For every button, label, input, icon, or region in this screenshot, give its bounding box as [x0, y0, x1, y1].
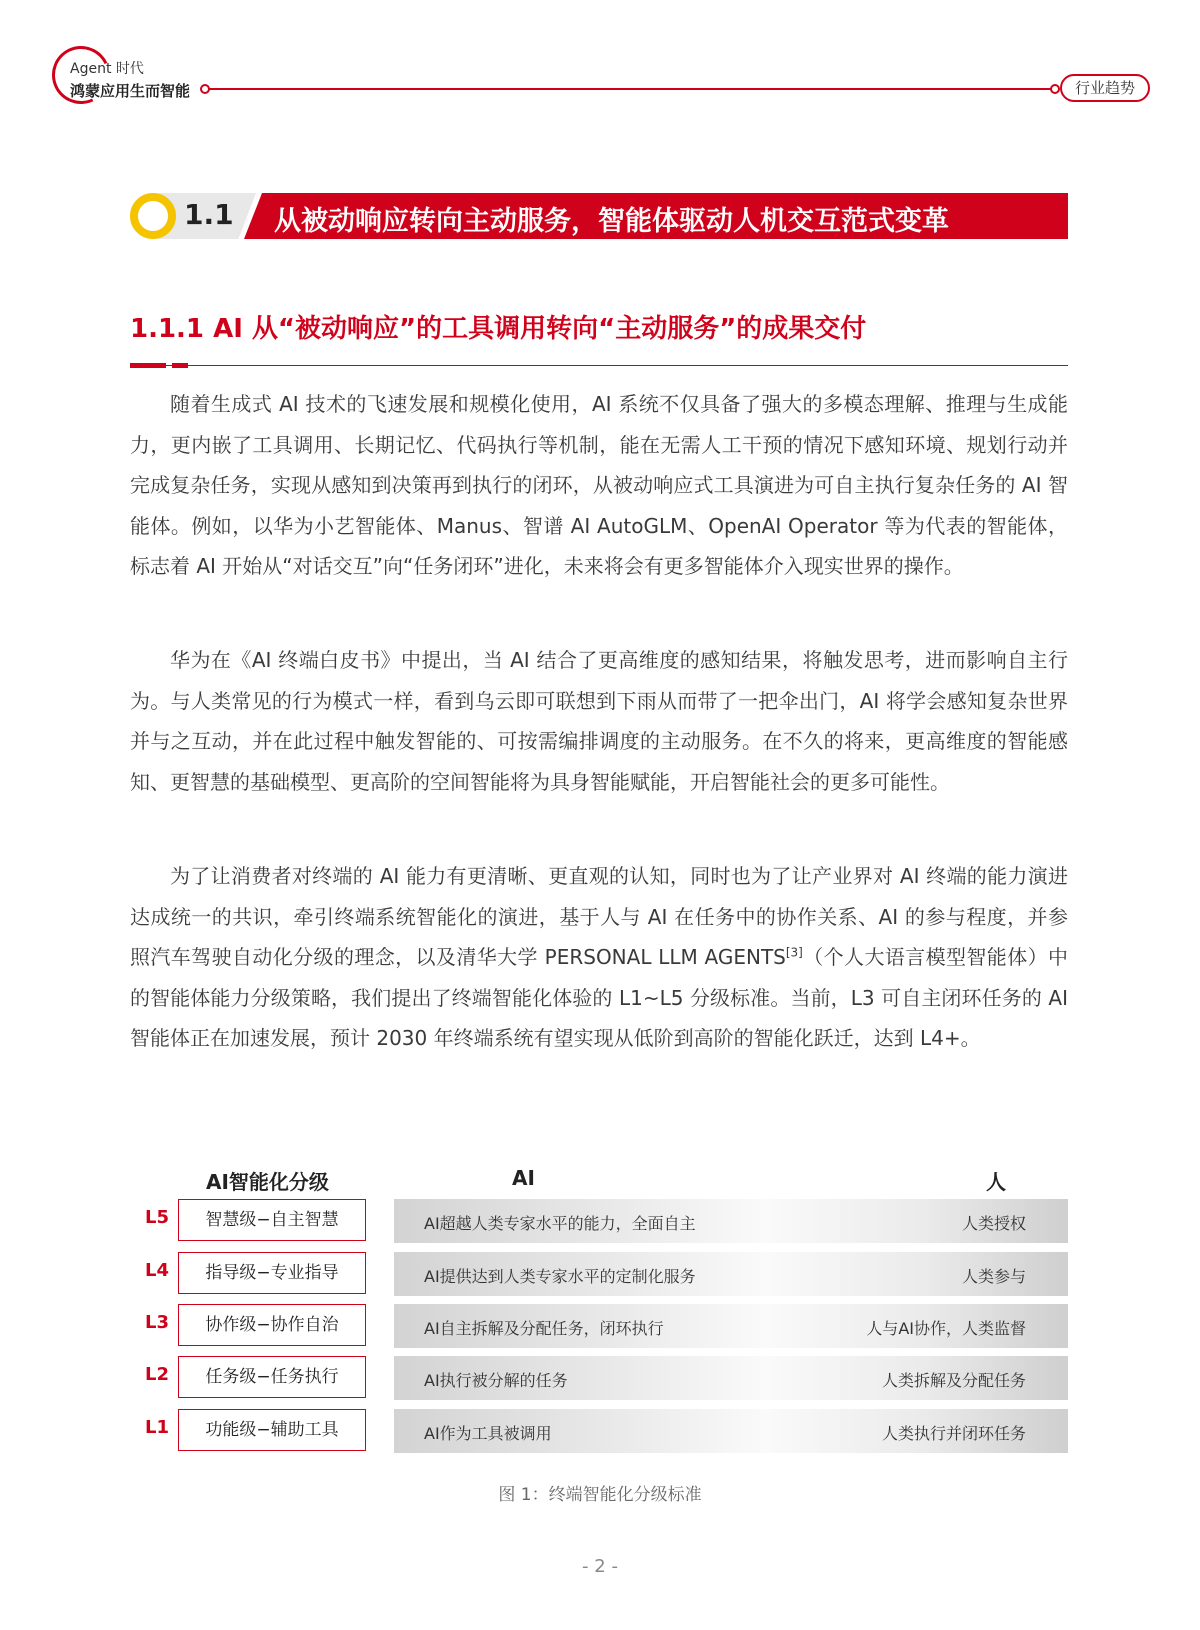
subsection-title: 1.1.1 AI 从“被动响应”的工具调用转向“主动服务”的成果交付: [130, 314, 867, 344]
level-code: L2: [145, 1364, 169, 1385]
level-human-desc: 人类执行并闭环任务: [881, 1424, 1026, 1443]
header-dot-right-icon: [1050, 84, 1060, 94]
subsection-mark: [172, 363, 188, 368]
level-row: [0, 1304, 1200, 1348]
figure-header-human: 人: [986, 1170, 1006, 1194]
paragraph-3-part1: 为了让消费者对终端的 AI 能力有更清晰、更直观的认知，同时也为了让产业界对 AI 终端的能力演进达成统一的共识，牵引终端系统智能化的演进，基于人与 AI 在任务中的协作关系、AI 的参与程度，并参照汽车驾驶自动化分级的理念，以及清华大学 PERSONAL LLM AGENTS: [130, 864, 1068, 969]
level-row: [0, 1409, 1200, 1453]
figure-header-level: AI智能化分级: [206, 1170, 329, 1194]
level-bar: [394, 1252, 1068, 1296]
logo-line2: 鸿蒙应用生而智能: [70, 82, 191, 100]
subsection-mark: [130, 363, 166, 368]
level-human-desc: 人类参与: [961, 1267, 1026, 1286]
section-number: 1.1: [184, 198, 234, 231]
section-circle-icon: [130, 193, 176, 239]
level-bar: [394, 1199, 1068, 1243]
level-human-desc: 人类授权: [961, 1214, 1026, 1233]
figure-header-ai: AI: [512, 1166, 535, 1190]
level-code: L3: [145, 1312, 169, 1333]
paragraph-2: 华为在《AI 终端白皮书》中提出，当 AI 结合了更高维度的感知结果，将触发思考，进而影响自主行为。与人类常见的行为模式一样，看到乌云即可联想到下雨从而带了一把伞出门，AI 将学会感知复杂世界并与之互动，并在此过程中触发智能的、可按需编排调度的主动服务。在不久的将来，更高维度的智能感知、更智慧的基础模型、更高阶的空间智能将为具身智能赋能，开启智能社会的更多可能性。: [130, 648, 1068, 794]
section-title: 从被动响应转向主动服务，智能体驱动人机交互范式变革: [274, 206, 949, 237]
level-name: 智慧级−自主智慧: [178, 1199, 366, 1241]
level-ai-desc: AI作为工具被调用: [424, 1424, 552, 1443]
level-code: L5: [145, 1207, 169, 1228]
level-human-desc: 人类拆解及分配任务: [881, 1371, 1026, 1390]
level-name: 任务级−任务执行: [178, 1356, 366, 1398]
category-tag: 行业趋势: [1060, 74, 1150, 102]
level-code: L4: [145, 1260, 169, 1281]
header-dot-left-icon: [200, 84, 210, 94]
logo-line1: Agent 时代: [70, 61, 144, 77]
paragraph-1: 随着生成式 AI 技术的飞速发展和规模化使用，AI 系统不仅具备了强大的多模态理解、推理与生成能力，更内嵌了工具调用、长期记忆、代码执行等机制，能在无需人工干预的情况下感知环境、规划行动并完成复杂任务，实现从感知到决策再到执行的闭环，从被动响应式工具演进为可自主执行复杂任务的 AI 智能体。例如，以华为小艺智能体、Manus、智谱 AI AutoGLM、OpenAI Operator 等为代表的智能体，标志着 AI 开始从“对话交互”向“任务闭环”进化，未来将会有更多智能体介入现实世界的操作。: [130, 392, 1068, 578]
page-number: - 2 -: [582, 1556, 618, 1577]
figure-caption: 图 1：终端智能化分级标准: [498, 1485, 702, 1505]
level-human-desc: 人与AI协作，人类监督: [866, 1319, 1026, 1338]
level-bar: [394, 1304, 1068, 1348]
level-name: 协作级−协作自治: [178, 1304, 366, 1346]
paragraph-3-part2: （个人大语言模型智能体）中的智能体能力分级策略，我们提出了终端智能化体验的 L1~L5 分级标准。当前，L3 可自主闭环任务的 AI 智能体正在加速发展，预计 2030 年终端系统有望实现从低阶到高阶的智能化跃迁，达到 L4+。: [130, 945, 1068, 1050]
level-ai-desc: AI执行被分解的任务: [424, 1371, 568, 1390]
level-row: [0, 1356, 1200, 1400]
level-name: 指导级−专业指导: [178, 1252, 366, 1294]
level-code: L1: [145, 1417, 169, 1438]
level-row: [0, 1199, 1200, 1243]
level-bar: [394, 1356, 1068, 1400]
level-row: [0, 1252, 1200, 1296]
level-ai-desc: AI自主拆解及分配任务，闭环执行: [424, 1319, 664, 1338]
paragraph-3: [130, 856, 1068, 1059]
level-ai-desc: AI提供达到人类专家水平的定制化服务: [424, 1267, 696, 1286]
level-name: 功能级−辅助工具: [178, 1409, 366, 1451]
level-ai-desc: AI超越人类专家水平的能力，全面自主: [424, 1214, 696, 1233]
header-divider: [206, 88, 1054, 90]
subsection-rule: [130, 365, 1068, 366]
citation-ref: [3]: [785, 945, 803, 960]
level-bar: [394, 1409, 1068, 1453]
